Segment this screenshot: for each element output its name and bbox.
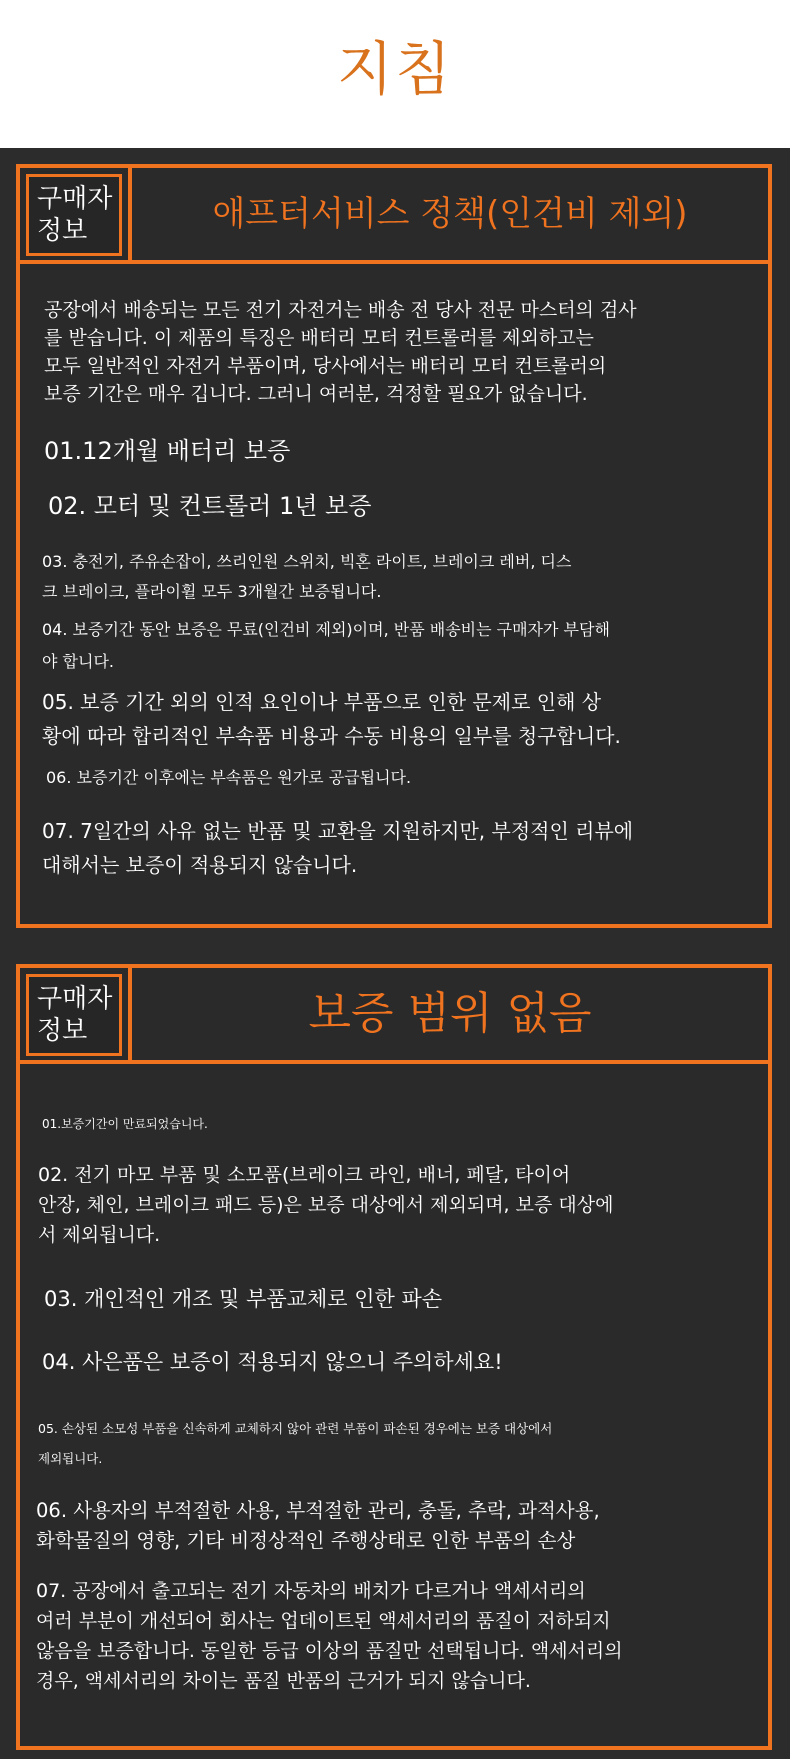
- exclusion-item-04: 04. 사은품은 보증이 적용되지 않으니 주의하세요!: [42, 1350, 503, 1374]
- section-header: [20, 968, 768, 1064]
- exclusion-item-02: 02. 전기 마모 부품 및 소모품(브레이크 라인, 배너, 페달, 타이어 안장, 체인, 브레이크 패드 등)은 보증 대상에서 제외되며, 보증 대상에 서 제외됩니다.: [38, 1164, 614, 1246]
- exclusion-item-07: 07. 공장에서 출고되는 전기 자동차의 배치가 다르거나 액세서리의 여러 부분이 개선되어 회사는 업데이트된 액세서리의 품질이 저하되지 않음을 보증합니다. 동일한 등급 이상의 품질만 선택됩니다. 액세서리의 경우, 액세서리의 차이는 품질 반품의 근거가 되지 않습니다.: [36, 1580, 623, 1692]
- exclusion-item-05: 05. 손상된 소모성 부품을 신속하게 교체하지 않아 관련 부품이 파손된 경우에는 보증 대상에서 제외됩니다.: [38, 1421, 553, 1466]
- policy-item-03: 03. 충전기, 주유손잡이, 쓰리인원 스위치, 빅혼 라이트, 브레이크 레버, 디스 크 브레이크, 플라이휠 모두 3개월간 보증됩니다.: [42, 552, 572, 601]
- policy-item-04: 04. 보증기간 동안 보증은 무료(인건비 제외)이며, 반품 배송비는 구매자가 부담해 야 합니다.: [42, 620, 610, 671]
- exclusion-item-01: 01.보증기간이 만료되었습니다.: [42, 1117, 208, 1131]
- policy-item-06: 06. 보증기간 이후에는 부속품은 원가로 공급됩니다.: [46, 768, 412, 787]
- page-title: 지침: [336, 35, 454, 103]
- policy-item-01: 01.12개월 배터리 보증: [44, 437, 291, 465]
- section-title: 보증 범위 없음: [308, 988, 592, 1039]
- section-body: [20, 1064, 768, 1746]
- section-body: [20, 264, 768, 924]
- after-service-policy-section: [16, 164, 772, 928]
- policy-item-02: 02. 모터 및 컨트롤러 1년 보증: [48, 492, 372, 520]
- exclusion-item-03: 03. 개인적인 개조 및 부품교체로 인한 파손: [44, 1287, 443, 1311]
- intro-paragraph: 공장에서 배송되는 모든 전기 자전거는 배송 전 당사 전문 마스터의 검사 를 받습니다. 이 제품의 특징은 배터리 모터 컨트롤러를 제외하고는 모두 일반적인 자전거 부품이며, 당사에서는 배터리 모터 컨트롤러의 보증 기간은 매우 깁니다. 그러니 여러분, 걱정할 필요가 없습니다.: [44, 299, 637, 405]
- buyer-info-label: 구매자 정보: [26, 174, 122, 256]
- section-title: 애프터서비스 정책(인건비 제외): [212, 194, 688, 234]
- no-warranty-coverage-section: [16, 964, 772, 1750]
- buyer-info-label: 구매자 정보: [26, 974, 122, 1056]
- title-band: [0, 0, 790, 148]
- section-header: [20, 168, 768, 264]
- policy-item-05: 05. 보증 기간 외의 인적 요인이나 부품으로 인한 문제로 인해 상 황에 따라 합리적인 부속품 비용과 수동 비용의 일부를 청구합니다.: [42, 690, 621, 748]
- exclusion-item-06: 06. 사용자의 부적절한 사용, 부적절한 관리, 충돌, 추락, 과적사용, 화학물질의 영향, 기타 비정상적인 주행상태로 인한 부품의 손상: [36, 1499, 600, 1552]
- policy-item-07: 07. 7일간의 사유 없는 반품 및 교환을 지원하지만, 부정적인 리뷰에 대해서는 보증이 적용되지 않습니다.: [42, 819, 634, 877]
